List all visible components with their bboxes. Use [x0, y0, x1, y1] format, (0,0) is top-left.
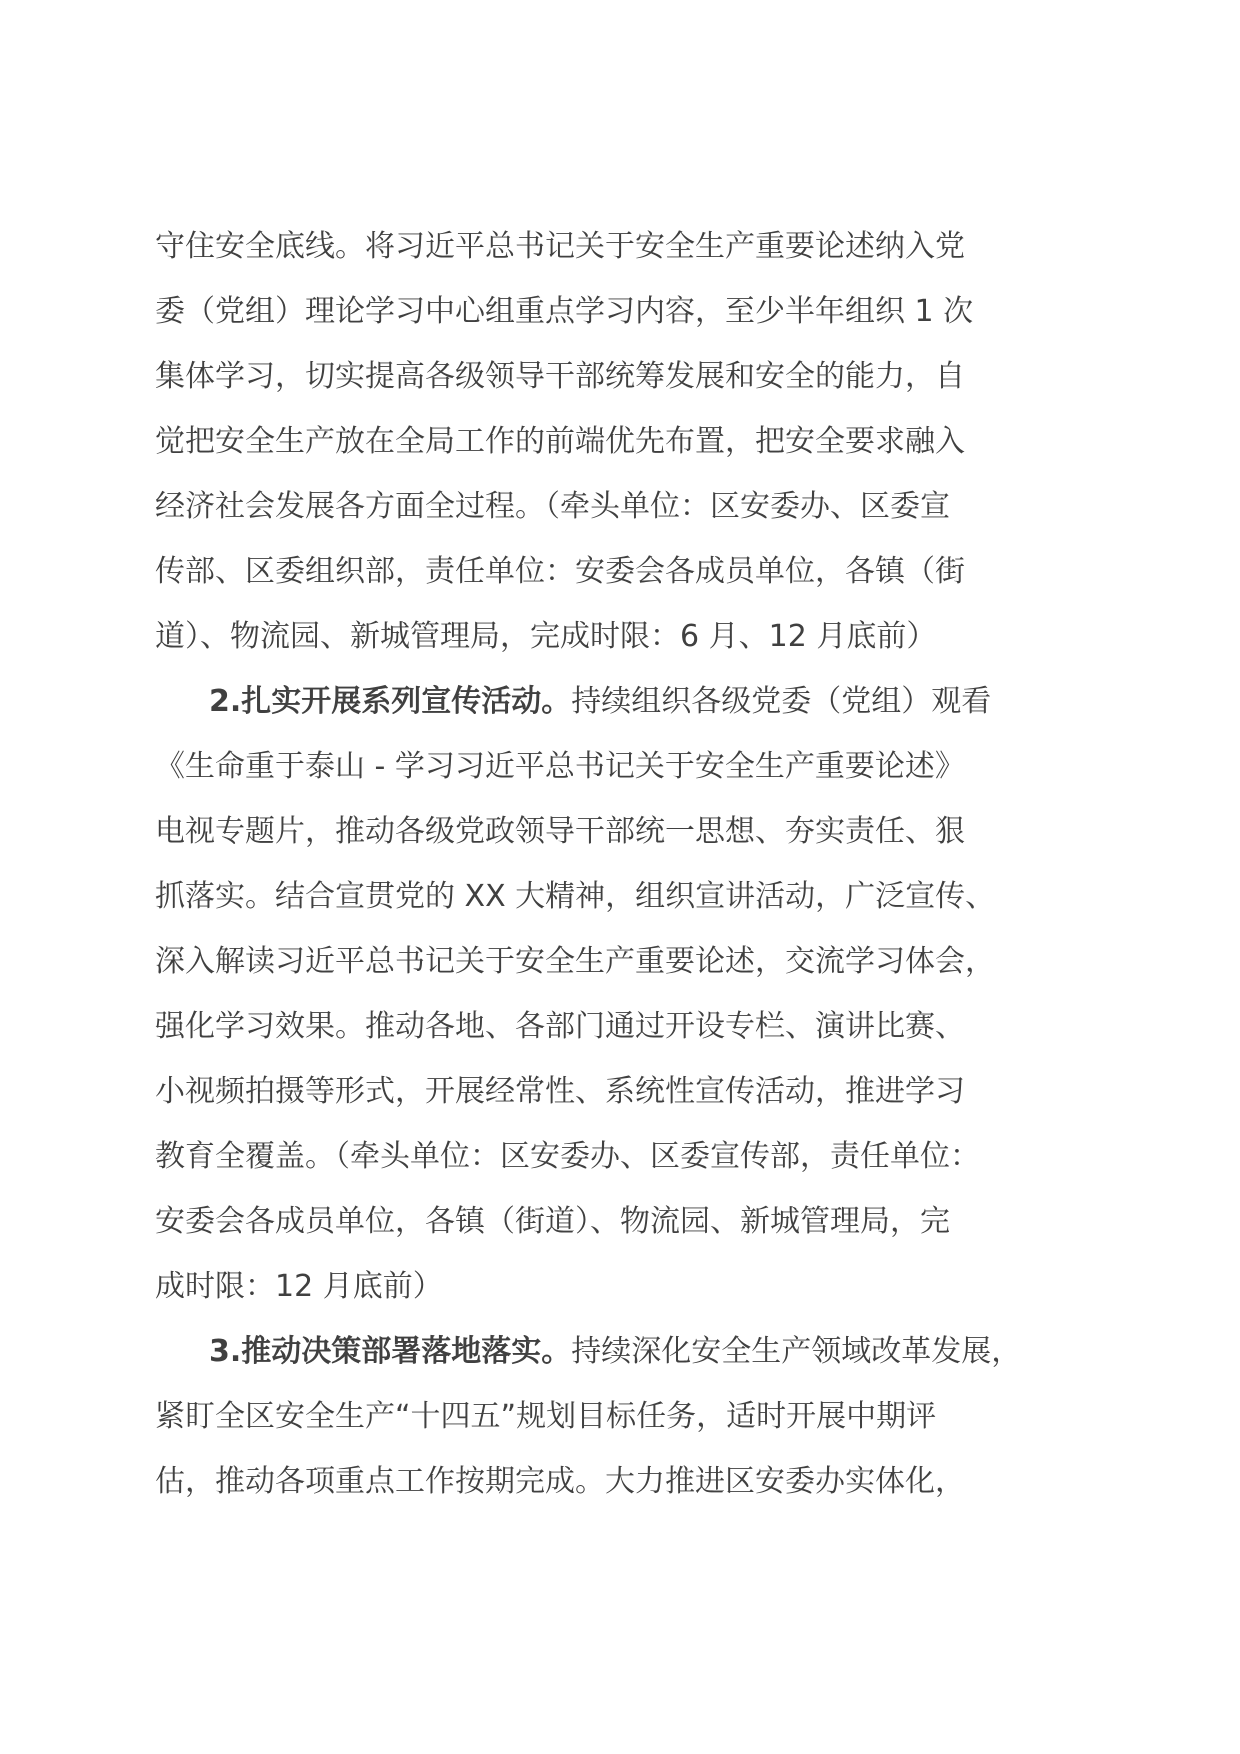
text-line: 成时限：12 月底前）	[155, 1269, 443, 1304]
text-line: 小视频拍摄等形式，开展经常性、系统性宣传活动，推进学习	[155, 1074, 965, 1109]
text-line: 委（党组）理论学习中心组重点学习内容，至少半年组织 1 次	[155, 294, 974, 329]
text-line: 觉把安全生产放在全局工作的前端优先布置，把安全要求融入	[155, 424, 965, 459]
text-line: 安委会各成员单位，各镇（街道）、物流园、新城管理局，完	[155, 1204, 950, 1239]
paragraph-1	[155, 214, 1095, 669]
text-line: 集体学习，切实提高各级领导干部统筹发展和安全的能力，自	[155, 359, 965, 394]
text-line: 电视专题片，推动各级党政领导干部统一思想、夯实责任、狠	[155, 814, 965, 849]
text-line: 《生命重于泰山 - 学习习近平总书记关于安全生产重要论述》	[155, 749, 965, 784]
section-heading: 2.扎实开展系列宣传活动。	[209, 684, 572, 719]
text-line: 经济社会发展各方面全过程。（牵头单位：区安委办、区委宣	[155, 489, 950, 524]
text-line	[155, 669, 1095, 734]
text-line: 教育全覆盖。（牵头单位：区安委办、区委宣传部，责任单位：	[155, 1139, 980, 1174]
text-line: 道）、物流园、新城管理局，完成时限：6 月、12 月底前）	[155, 619, 937, 654]
heading-continuation: 持续深化安全生产领域改革发展，	[571, 1334, 1022, 1369]
text-line: 估，推动各项重点工作按期完成。大力推进区安委办实体化，	[155, 1464, 965, 1499]
text-line	[155, 1319, 1095, 1384]
section-heading: 3.推动决策部署落地落实。	[209, 1334, 572, 1369]
heading-continuation: 持续组织各级党委（党组）观看	[571, 684, 992, 719]
text-line: 深入解读习近平总书记关于安全生产重要论述，交流学习体会，	[155, 944, 995, 979]
text-line: 传部、区委组织部，责任单位：安委会各成员单位，各镇（街	[155, 554, 965, 589]
text-line: 守住安全底线。将习近平总书记关于安全生产重要论述纳入党	[155, 229, 965, 264]
paragraph-3	[155, 1319, 1095, 1514]
paragraph-2	[155, 669, 1095, 1319]
text-line: 抓落实。结合宣贯党的 XX 大精神，组织宣讲活动，广泛宣传、	[155, 879, 996, 914]
document-body	[155, 214, 1095, 1514]
text-line: 强化学习效果。推动各地、各部门通过开设专栏、演讲比赛、	[155, 1009, 965, 1044]
text-line: 紧盯全区安全生产“十四五”规划目标任务，适时开展中期评	[155, 1399, 937, 1434]
